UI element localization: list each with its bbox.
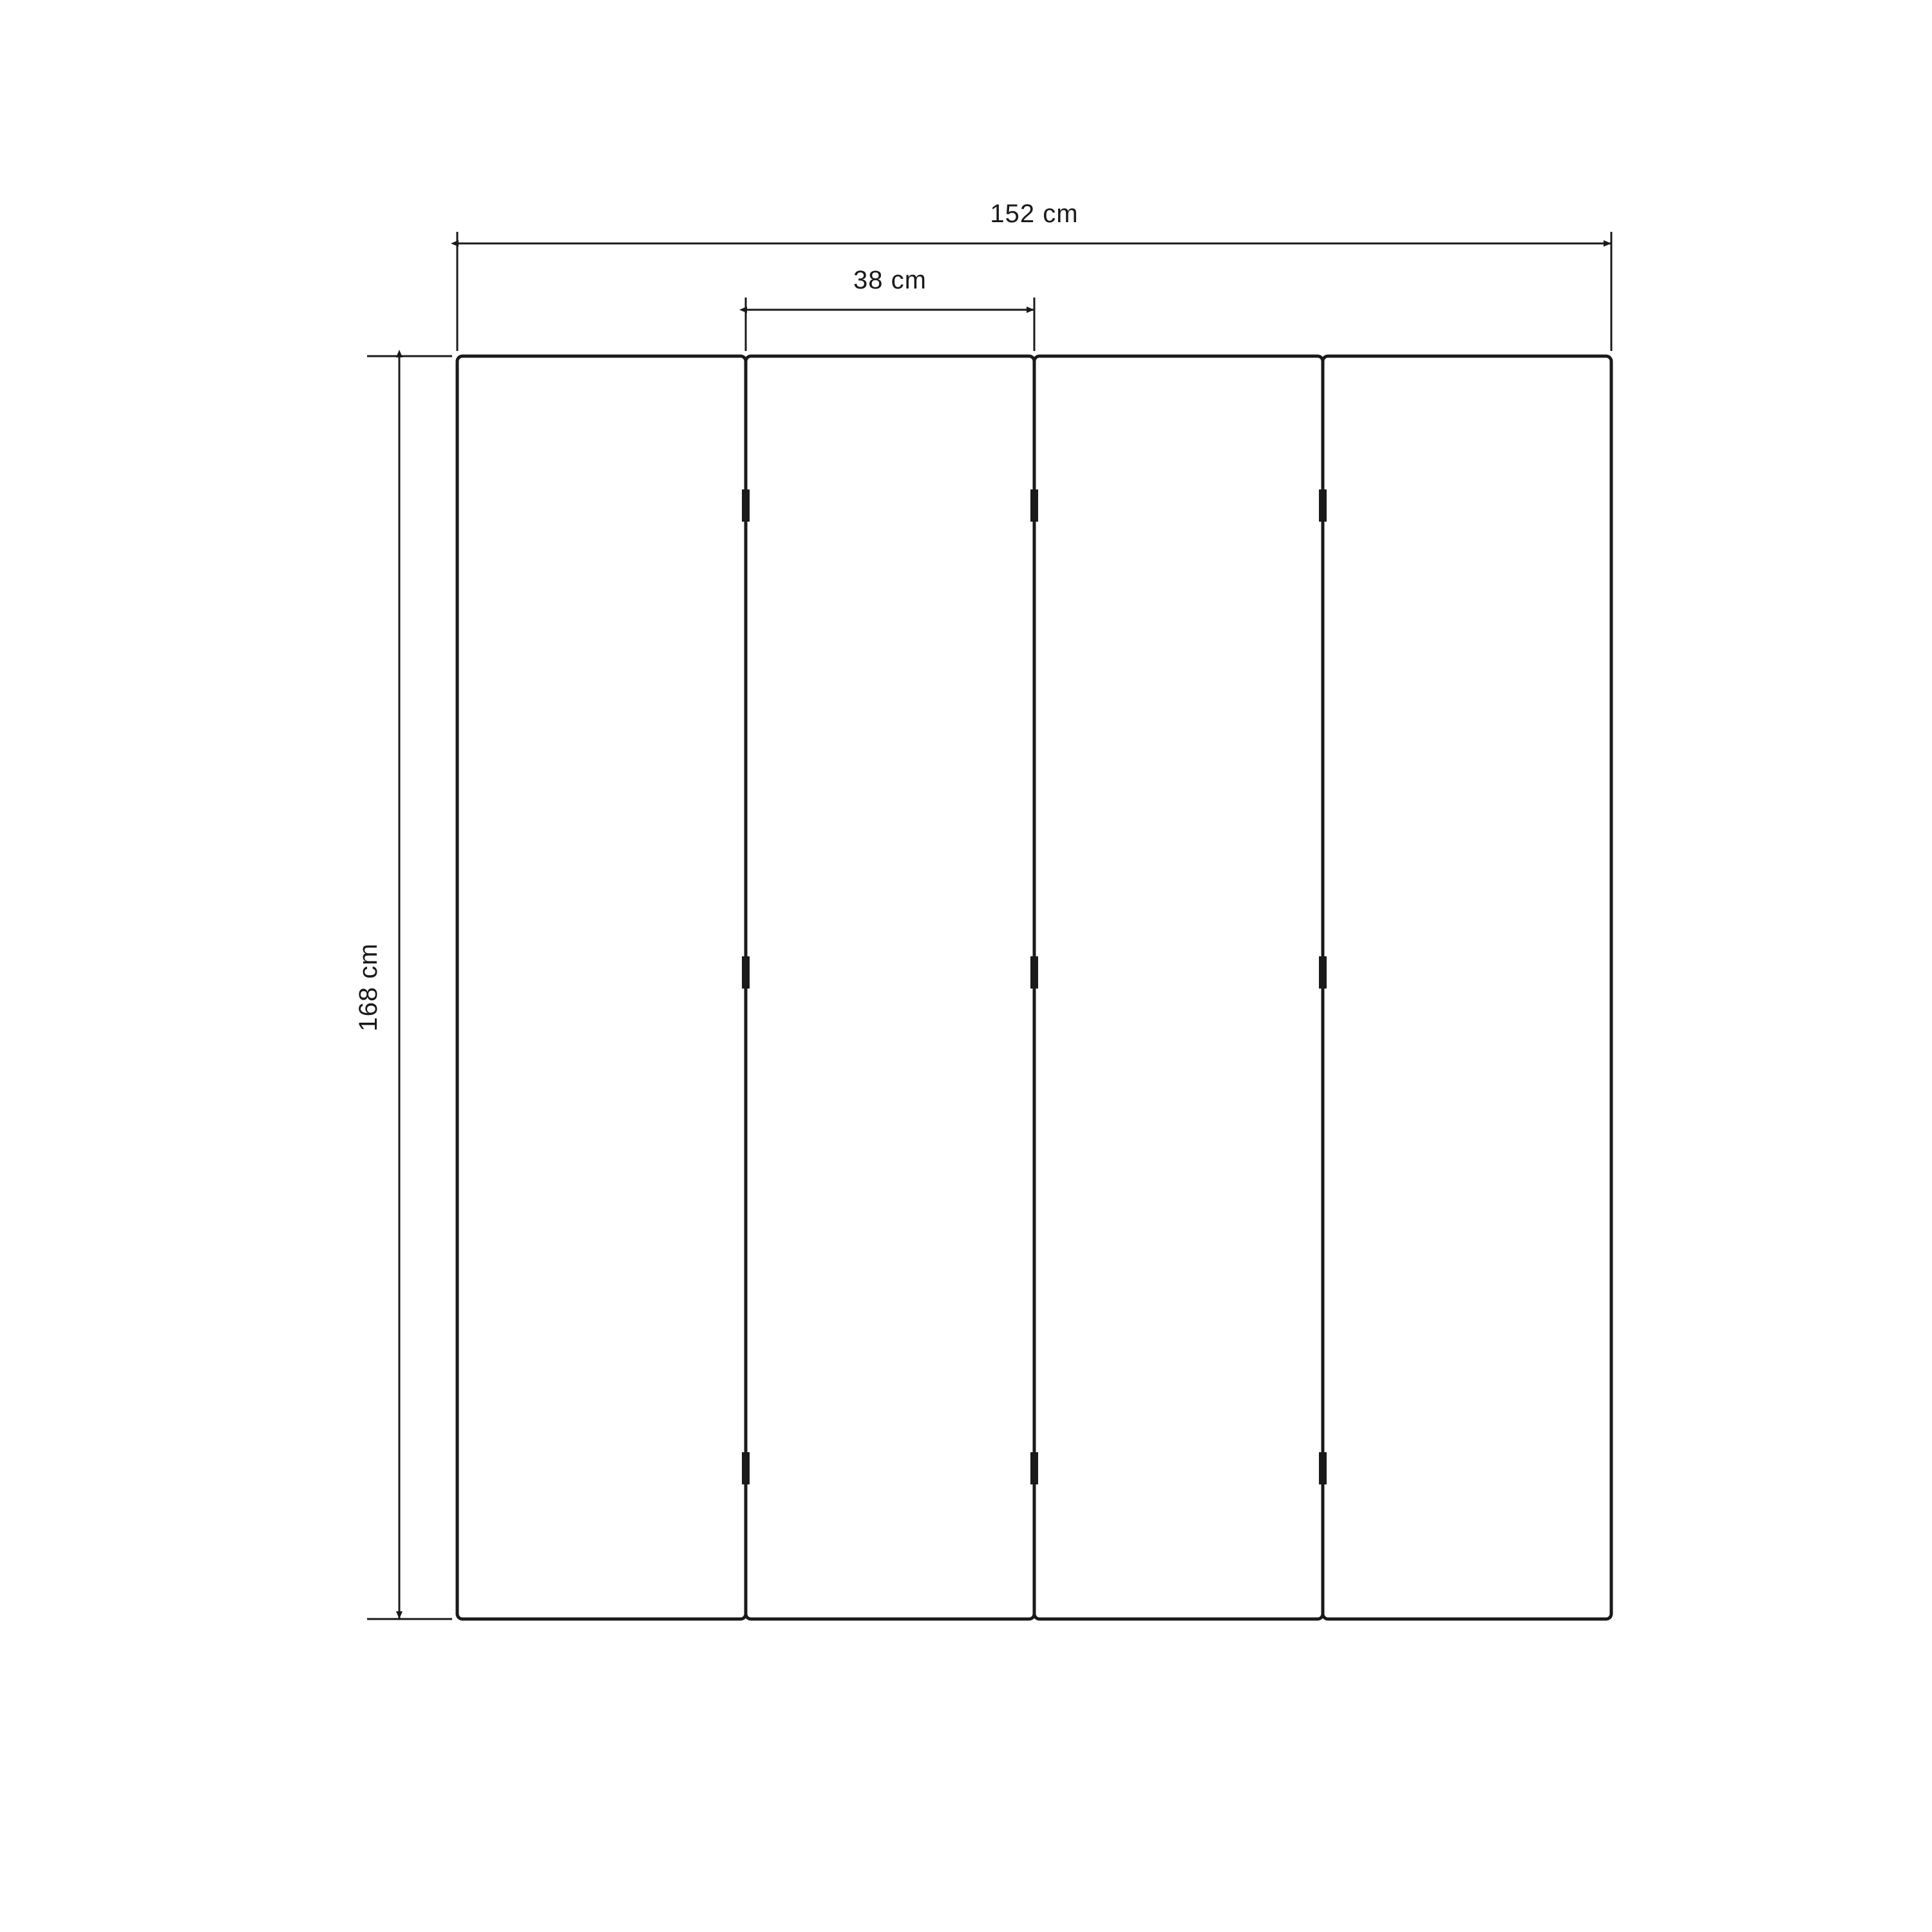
overall-height-dimension bbox=[354, 356, 452, 1619]
panel-width-dimension bbox=[746, 266, 1034, 351]
hinge-icon bbox=[1319, 1452, 1327, 1484]
panel-4 bbox=[1323, 356, 1611, 1619]
hinge-icon bbox=[742, 489, 750, 522]
hinge-icon bbox=[742, 1452, 750, 1484]
panel-3 bbox=[1034, 356, 1323, 1619]
hinge-icon bbox=[1319, 956, 1327, 989]
overall-width-label: 152 cm bbox=[990, 200, 1079, 228]
hinge-icon bbox=[1030, 956, 1038, 989]
hinge-icon bbox=[1319, 489, 1327, 522]
panel-1 bbox=[457, 356, 746, 1619]
panel-2 bbox=[746, 356, 1034, 1619]
hinge-icon bbox=[1030, 489, 1038, 522]
panel-width-label: 38 cm bbox=[853, 266, 927, 294]
hinge-icon bbox=[1030, 1452, 1038, 1484]
overall-height-label: 168 cm bbox=[354, 943, 383, 1032]
hinge-icon bbox=[742, 956, 750, 989]
